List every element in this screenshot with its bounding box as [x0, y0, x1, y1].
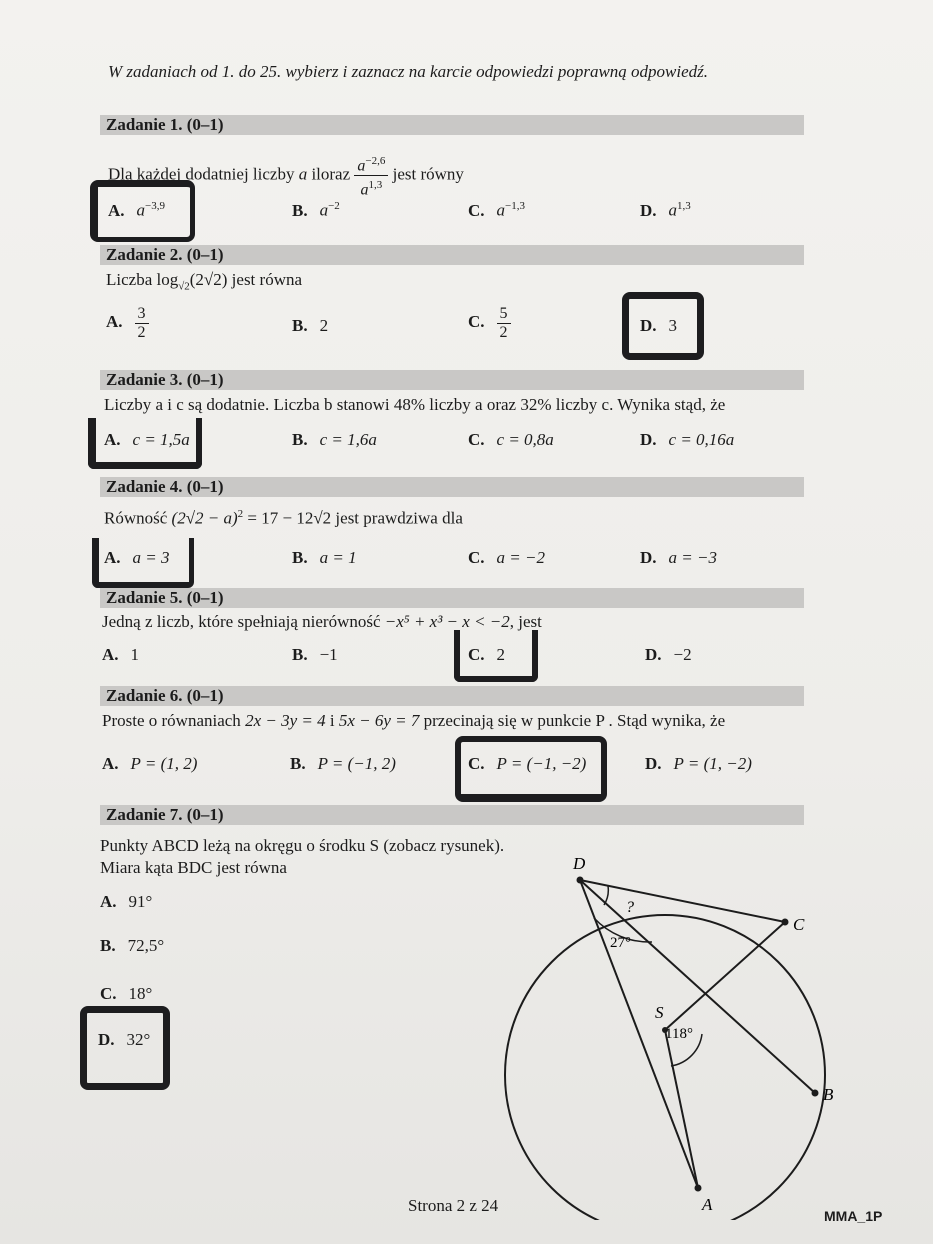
label-c: C: [793, 915, 805, 934]
task-7-selected-mark: [80, 1006, 170, 1090]
task-4-option-d[interactable]: D. a = −3: [640, 548, 717, 567]
task-1-option-d[interactable]: D. $a^{1,3}$: [640, 200, 691, 220]
task-3-option-a[interactable]: A. c = 1,5a: [104, 430, 190, 449]
task-7-header: Zadanie 7. (0–1): [106, 805, 224, 824]
task-2-option-c[interactable]: C. $\frac{5}{2}$: [468, 305, 511, 342]
task-7-header-bar: [100, 805, 804, 825]
task-2-option-b[interactable]: B. 2: [292, 316, 329, 335]
task-3-option-d[interactable]: D. c = 0,16a: [640, 430, 735, 449]
task-3-selected-mark: [88, 418, 202, 469]
task-5-option-a[interactable]: A. 1: [102, 645, 140, 664]
label-s: S: [655, 1003, 664, 1022]
task-2-header-bar: [100, 245, 804, 265]
task-5-option-c[interactable]: C. 2: [468, 645, 506, 664]
task-1-question: Dla każdej dodatniej liczby a iloraz $\frac{a^{-2,6}}{a^{1,3}}$ jest równy: [108, 152, 464, 200]
task-4-selected-mark: [92, 538, 194, 588]
circle: [505, 915, 825, 1220]
task-6-option-b[interactable]: B. P = (−1, 2): [290, 754, 396, 773]
task-6-header: Zadanie 6. (0–1): [106, 686, 224, 705]
task-3-option-b[interactable]: B. c = 1,6a: [292, 430, 377, 449]
task-4-question: Równość $(2√2 - a)^2 = 17 - 12√2$ jest prawdziwa dla: [104, 508, 463, 528]
task-1-header-bar: [100, 115, 804, 135]
point-d: [577, 877, 584, 884]
label-d: D: [573, 854, 586, 873]
angle-118-label: 118°: [665, 1026, 693, 1042]
angle-unknown-label: ?: [626, 899, 634, 916]
task-5-option-d[interactable]: D. −2: [645, 645, 692, 664]
segment-db: [580, 880, 815, 1093]
task-5-header: Zadanie 5. (0–1): [106, 588, 224, 607]
segment-cs: [665, 922, 785, 1030]
task-2-option-d[interactable]: D. 3: [640, 316, 678, 335]
task-4-option-b[interactable]: B. a = 1: [292, 548, 357, 567]
task-6-question: Proste o równaniach 2x − 3y = 4 i 5x − 6y = 7 przecinają się w punkcie P . Stąd wynika, że: [102, 711, 726, 730]
point-a: [695, 1185, 702, 1192]
task-5-selected-mark: [454, 630, 538, 682]
label-a: A: [702, 1195, 713, 1214]
task-1-selected-mark: [90, 180, 195, 242]
task-1-header: Zadanie 1. (0–1): [106, 115, 224, 134]
task-1-option-b[interactable]: B. $a^{-2}$: [292, 200, 340, 220]
task-6-header-bar: [100, 686, 804, 706]
task-1-option-c[interactable]: C. $a^{-1,3}$: [468, 200, 525, 220]
page-number: Strona 2 z 24: [408, 1196, 499, 1215]
task-2-question: Liczba $\log_{√2}(2√2)$ jest równa: [106, 270, 303, 293]
task-5-option-b[interactable]: B. −1: [292, 645, 338, 664]
exam-code: MMA_1P: [824, 1208, 883, 1224]
task-6-selected-mark: [455, 736, 607, 802]
task-7-option-a[interactable]: A. 91°: [100, 892, 153, 911]
task-3-header-bar: [100, 370, 804, 390]
task-3-question: Liczby a i c są dodatnie. Liczba b stanowi 48% liczby a oraz 32% liczby c. Wynika stąd, że: [104, 395, 726, 414]
task-4-option-c[interactable]: C. a = −2: [468, 548, 545, 567]
task-4-option-a[interactable]: A. a = 3: [104, 548, 170, 567]
task-3-header: Zadanie 3. (0–1): [106, 370, 224, 389]
task-3-option-c[interactable]: C. c = 0,8a: [468, 430, 554, 449]
task-2-option-a[interactable]: A. $\frac{3}{2}$: [106, 305, 149, 342]
point-b: [812, 1090, 819, 1097]
task-7-option-b[interactable]: B. 72,5°: [100, 936, 165, 955]
task-6-option-a[interactable]: A. P = (1, 2): [102, 754, 198, 773]
task-2-header: Zadanie 2. (0–1): [106, 245, 224, 264]
task-4-header: Zadanie 4. (0–1): [106, 477, 224, 496]
task-6-option-d[interactable]: D. P = (1, −2): [645, 754, 752, 773]
task-4-header-bar: [100, 477, 804, 497]
label-b: B: [823, 1085, 834, 1104]
instructions: W zadaniach od 1. do 25. wybierz i zaznacz na karcie odpowiedzi poprawną odpowiedź.: [108, 62, 709, 81]
task-7-question-line1: Punkty ABCD leżą na okręgu o środku S (zobacz rysunek).: [100, 836, 505, 855]
task-2-selected-mark: [622, 292, 704, 360]
task-5-header-bar: [100, 588, 804, 608]
task-7-question-line2: Miara kąta BDC jest równa: [100, 858, 287, 877]
task-1-fraction: $\frac{a^{-2,6}}{a^{1,3}}$: [354, 152, 388, 200]
task-6-option-c[interactable]: C. P = (−1, −2): [468, 754, 587, 773]
angle-27-label: 27°: [610, 935, 631, 951]
task-1-option-a[interactable]: A. $a^{-3,9}$: [108, 200, 165, 220]
point-c: [782, 919, 789, 926]
circle-figure: [480, 850, 880, 1220]
task-5-question: Jedną z liczb, które spełniają nierówność −x⁵ + x³ − x < −2, jest: [102, 612, 542, 631]
task-7-option-d[interactable]: D. 32°: [98, 1030, 151, 1049]
task-7-option-c[interactable]: C. 18°: [100, 984, 153, 1003]
